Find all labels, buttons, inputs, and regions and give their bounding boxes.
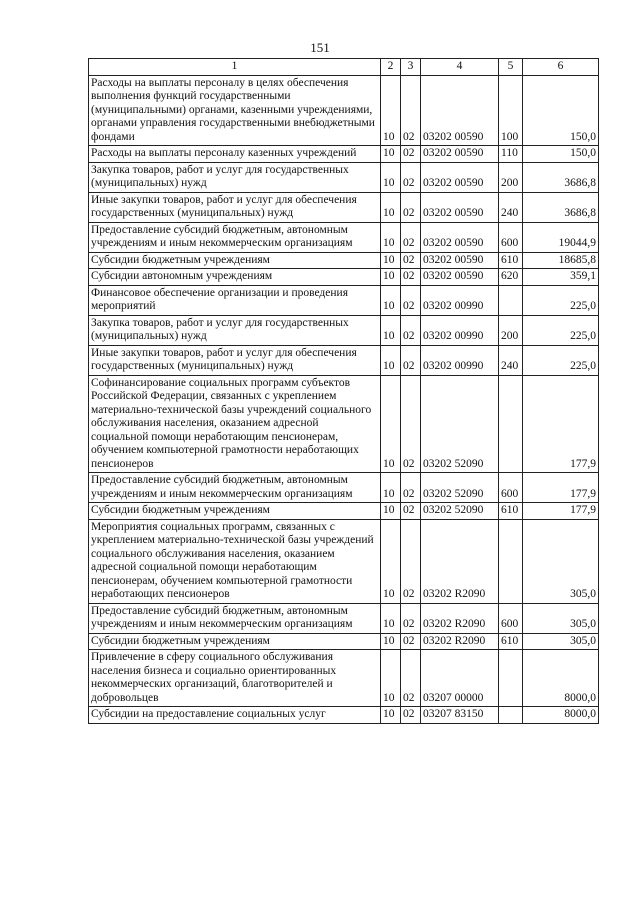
section-code: 10 — [381, 315, 401, 345]
amount: 305,0 — [523, 519, 599, 603]
subsection-code: 02 — [401, 285, 421, 315]
subsection-code: 02 — [401, 269, 421, 286]
table-row — [89, 192, 599, 222]
amount: 150,0 — [523, 75, 599, 146]
target-article-code: 03202 52090 — [421, 503, 499, 520]
expense-name: Финансовое обеспечение организации и проведения мероприятий — [89, 285, 381, 315]
column-header: 2 — [381, 59, 401, 76]
target-article-code: 03202 R2090 — [421, 633, 499, 650]
table-row — [89, 473, 599, 503]
expense-type-code — [499, 650, 523, 707]
amount: 305,0 — [523, 603, 599, 633]
expense-name: Привлечение в сферу социального обслуживания населения бизнеса и социально ориентированных некоммерческих организаций, благотворителей и добровольцев — [89, 650, 381, 707]
column-header: 3 — [401, 59, 421, 76]
target-article-code: 03202 R2090 — [421, 519, 499, 603]
expense-name: Субсидии бюджетным учреждениям — [89, 252, 381, 269]
expense-name: Закупка товаров, работ и услуг для государственных (муниципальных) нужд — [89, 162, 381, 192]
subsection-code: 02 — [401, 162, 421, 192]
section-code: 10 — [381, 603, 401, 633]
target-article-code: 03202 00590 — [421, 162, 499, 192]
column-header: 6 — [523, 59, 599, 76]
section-code: 10 — [381, 162, 401, 192]
expense-type-code — [499, 285, 523, 315]
table-row — [89, 603, 599, 633]
amount: 177,9 — [523, 503, 599, 520]
subsection-code: 02 — [401, 707, 421, 724]
amount: 177,9 — [523, 473, 599, 503]
section-code: 10 — [381, 473, 401, 503]
section-code: 10 — [381, 252, 401, 269]
target-article-code: 03202 00590 — [421, 269, 499, 286]
subsection-code: 02 — [401, 633, 421, 650]
table-row — [89, 345, 599, 375]
expense-name: Предоставление субсидий бюджетным, автономным учреждениям и иным некоммерческим организациям — [89, 473, 381, 503]
expense-type-code: 610 — [499, 503, 523, 520]
target-article-code: 03202 R2090 — [421, 603, 499, 633]
expense-type-code: 610 — [499, 252, 523, 269]
table-row — [89, 375, 599, 473]
expense-type-code — [499, 519, 523, 603]
expense-type-code: 110 — [499, 146, 523, 163]
section-code: 10 — [381, 633, 401, 650]
table-row — [89, 162, 599, 192]
table-row — [89, 519, 599, 603]
section-code: 10 — [381, 146, 401, 163]
expense-name: Субсидии бюджетным учреждениям — [89, 633, 381, 650]
table-row — [89, 285, 599, 315]
subsection-code: 02 — [401, 345, 421, 375]
amount: 150,0 — [523, 146, 599, 163]
table-row — [89, 146, 599, 163]
expense-name: Предоставление субсидий бюджетным, автономным учреждениям и иным некоммерческим организациям — [89, 222, 381, 252]
expense-name: Расходы на выплаты персоналу в целях обеспечения выполнения функций государственными (муниципальными) органами, казенными учреждениями, органами управления государственными внебюджетными фондами — [89, 75, 381, 146]
amount: 359,1 — [523, 269, 599, 286]
table-row — [89, 633, 599, 650]
amount: 225,0 — [523, 285, 599, 315]
subsection-code: 02 — [401, 603, 421, 633]
amount: 8000,0 — [523, 707, 599, 724]
section-code: 10 — [381, 707, 401, 724]
target-article-code: 03202 52090 — [421, 375, 499, 473]
section-code: 10 — [381, 285, 401, 315]
amount: 225,0 — [523, 345, 599, 375]
expense-type-code: 620 — [499, 269, 523, 286]
expense-type-code: 100 — [499, 75, 523, 146]
table-row — [89, 315, 599, 345]
amount: 18685,8 — [523, 252, 599, 269]
section-code: 10 — [381, 345, 401, 375]
target-article-code: 03202 52090 — [421, 473, 499, 503]
amount: 305,0 — [523, 633, 599, 650]
expense-name: Предоставление субсидий бюджетным, автономным учреждениям и иным некоммерческим организациям — [89, 603, 381, 633]
expense-type-code: 240 — [499, 345, 523, 375]
page-number: 151 — [310, 40, 330, 55]
expense-name: Софинансирование социальных программ субъектов Российской Федерации, связанных с укреплением материально-технической базы учреждений социального обслуживания населения, оказанием адресной социальной помощи неработающим пенсионерам, обучением компьютерной грамотности неработающих пенсионеров — [89, 375, 381, 473]
target-article-code: 03202 00590 — [421, 192, 499, 222]
target-article-code: 03202 00590 — [421, 222, 499, 252]
table-row — [89, 75, 599, 146]
amount: 8000,0 — [523, 650, 599, 707]
section-code: 10 — [381, 519, 401, 603]
expense-type-code: 610 — [499, 633, 523, 650]
target-article-code: 03202 00590 — [421, 252, 499, 269]
expense-name: Закупка товаров, работ и услуг для государственных (муниципальных) нужд — [89, 315, 381, 345]
budget-table — [88, 58, 599, 724]
expense-type-code: 600 — [499, 603, 523, 633]
section-code: 10 — [381, 503, 401, 520]
expense-name: Расходы на выплаты персоналу казенных учреждений — [89, 146, 381, 163]
target-article-code: 03202 00990 — [421, 285, 499, 315]
subsection-code: 02 — [401, 650, 421, 707]
expense-name: Субсидии на предоставление социальных услуг — [89, 707, 381, 724]
section-code: 10 — [381, 192, 401, 222]
target-article-code: 03202 00990 — [421, 315, 499, 345]
subsection-code: 02 — [401, 503, 421, 520]
subsection-code: 02 — [401, 252, 421, 269]
table-row — [89, 269, 599, 286]
section-code: 10 — [381, 75, 401, 146]
table-row — [89, 503, 599, 520]
target-article-code: 03202 00590 — [421, 75, 499, 146]
subsection-code: 02 — [401, 222, 421, 252]
amount: 3686,8 — [523, 162, 599, 192]
table-row — [89, 650, 599, 707]
target-article-code: 03202 00590 — [421, 146, 499, 163]
amount: 177,9 — [523, 375, 599, 473]
target-article-code: 03207 00000 — [421, 650, 499, 707]
expense-type-code: 600 — [499, 222, 523, 252]
section-code: 10 — [381, 650, 401, 707]
subsection-code: 02 — [401, 519, 421, 603]
column-header: 5 — [499, 59, 523, 76]
subsection-code: 02 — [401, 75, 421, 146]
expense-type-code: 240 — [499, 192, 523, 222]
section-code: 10 — [381, 222, 401, 252]
expense-name: Иные закупки товаров, работ и услуг для обеспечения государственных (муниципальных) нужд — [89, 192, 381, 222]
subsection-code: 02 — [401, 192, 421, 222]
section-code: 10 — [381, 375, 401, 473]
table-row — [89, 222, 599, 252]
expense-type-code: 200 — [499, 315, 523, 345]
expense-type-code: 200 — [499, 162, 523, 192]
table-row — [89, 252, 599, 269]
table-header-row — [89, 59, 599, 76]
subsection-code: 02 — [401, 375, 421, 473]
target-article-code: 03207 83150 — [421, 707, 499, 724]
column-header: 1 — [89, 59, 381, 76]
subsection-code: 02 — [401, 315, 421, 345]
expense-name: Иные закупки товаров, работ и услуг для обеспечения государственных (муниципальных) нужд — [89, 345, 381, 375]
subsection-code: 02 — [401, 146, 421, 163]
section-code: 10 — [381, 269, 401, 286]
expense-type-code — [499, 707, 523, 724]
amount: 3686,8 — [523, 192, 599, 222]
target-article-code: 03202 00990 — [421, 345, 499, 375]
expense-name: Субсидии автономным учреждениям — [89, 269, 381, 286]
table-row — [89, 707, 599, 724]
expense-type-code — [499, 375, 523, 473]
expense-name: Мероприятия социальных программ, связанных с укреплением материально-технической базы учреждений социального обслуживания населения, оказанием адресной социальной помощи неработающим пенсионерам, обучением компьютерной грамотности неработающих пенсионеров — [89, 519, 381, 603]
column-header: 4 — [421, 59, 499, 76]
subsection-code: 02 — [401, 473, 421, 503]
amount: 19044,9 — [523, 222, 599, 252]
expense-type-code: 600 — [499, 473, 523, 503]
amount: 225,0 — [523, 315, 599, 345]
expense-name: Субсидии бюджетным учреждениям — [89, 503, 381, 520]
